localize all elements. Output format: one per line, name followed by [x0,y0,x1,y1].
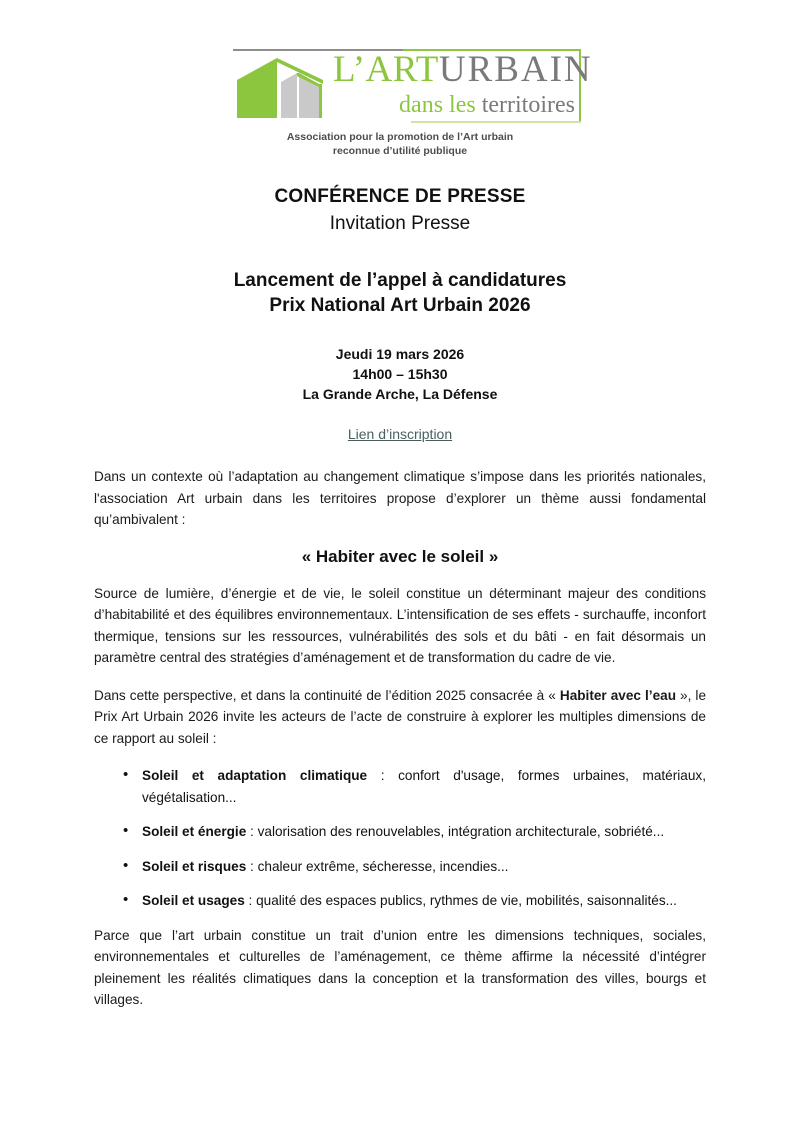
event-details [0,344,800,404]
event-date: Jeudi 19 mars 2026 [335,346,465,362]
registration-link[interactable]: Lien d’inscription [347,426,453,442]
logo-line-one [333,48,593,92]
document-body [94,444,706,1011]
logo-text-urbain: URBAIN [438,49,593,90]
event-time: 14h00 – 15h30 [352,366,448,382]
announcement-title-line-two: Prix National Art Urbain 2026 [269,295,531,316]
logo-subtitle [287,131,513,158]
logo-wordmark [333,48,593,124]
page-title: CONFÉRENCE DE PRESSE [274,186,526,207]
topics-list [94,765,706,912]
announcement-title-line-one: Lancement de l’appel à candidatures [233,270,567,291]
logo-text-territoires: territoires [481,92,575,118]
logo-subtitle-line-one: Association pour la promotion de l’Art urbain [286,131,514,143]
house-icon [237,58,323,118]
topic-text: : qualité des espaces publics, rythmes de vie, mobilités, saisonnalités... [244,893,677,908]
paragraph-three-before: Dans cette perspective, et dans la continuité de l’édition 2025 consacrée à « [94,687,560,703]
event-venue: La Grande Arche, La Défense [302,386,498,402]
topic-text: : confort d'usage, formes urbaines, matériaux, végétalisation... [142,768,706,805]
list-item [142,856,706,878]
logo-subtitle-line-two: reconnue d’utilité publique [332,144,468,157]
previous-edition-theme: Habiter avec l’eau [559,687,677,703]
logo-line-two [333,92,583,118]
logo-text-dans-les: dans les [399,92,482,118]
topic-label: Soleil et risques [142,858,247,874]
logo-text-lart: L’ART [333,49,439,90]
list-item [142,765,706,808]
page-subtitle: Invitation Presse [329,213,471,234]
paragraph-three-after: », le Prix Art Urbain 2026 invite les acteurs de l’acte de construire à explorer les multiples dimensions de ce rapport au soleil : [94,687,707,746]
paragraph-three [94,685,706,750]
organization-logo [0,0,800,158]
topic-text: : chaleur extrême, sécheresse, incendies... [246,858,509,874]
topic-label: Soleil et énergie [142,824,247,839]
paragraph-two: Source de lumière, d’énergie et de vie, le soleil constitue un déterminant majeur des conditions d’habitabilité et des équilibres environnementaux. L’intensification de ses effets - surchauffe, inconfort thermique, tensions sur les ressources, vulnérabilités des sols et du bâti - en fait désormais un paramètre central des stratégies d’aménagement et de transformation du cadre de vie. [94,585,706,665]
list-item [142,821,706,843]
topic-label: Soleil et usages [142,893,245,908]
announcement-title [0,268,800,318]
intro-paragraph: Dans un contexte où l’adaptation au changement climatique s’impose dans les priorités nationales, l'association Art urbain dans les territoires propose d’explorer un thème aussi fondamental qu’ambivalent : [94,469,706,527]
topic-text: : valorisation des renouvelables, intégration architecturale, sobriété... [246,824,665,839]
list-item [142,890,706,912]
closing-paragraph: Parce que l’art urbain constitue un trait d’union entre les dimensions techniques, sociales, environnementales et culturelles de l’aménagement, ce thème affirme la nécessité d’intégrer pleinement les réalités climatiques dans la conception et la transformation des villes, bourgs et villages. [94,927,706,1007]
theme-title: « Habiter avec le soleil » [301,546,499,566]
logo-mark [215,46,593,124]
topic-label: Soleil et adaptation climatique [142,768,368,783]
registration-link-container [0,426,800,444]
